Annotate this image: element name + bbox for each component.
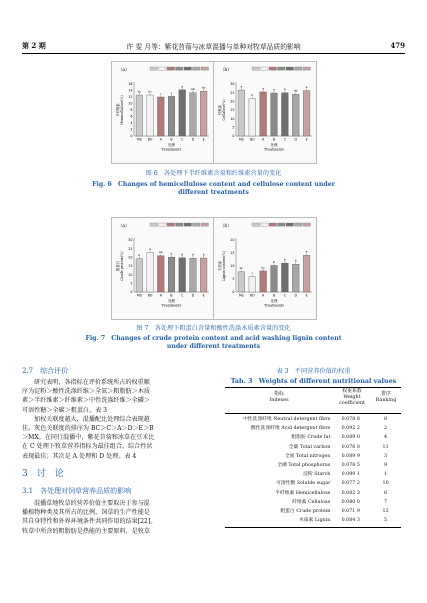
y-tick-label: 30 bbox=[230, 82, 235, 87]
legend-swatch bbox=[201, 67, 209, 70]
header-text: Ranking bbox=[375, 397, 397, 403]
para1-line: 素＞半纤维素＞纤维素＞中性洗涤纤维＞全磷＞ bbox=[22, 397, 150, 405]
fig7-panel-b bbox=[213, 217, 317, 320]
fig6-caption-en-2: different treatments bbox=[178, 189, 249, 196]
table-row bbox=[225, 452, 401, 461]
table-row bbox=[225, 461, 401, 470]
x-tick-label: BO bbox=[249, 293, 255, 298]
table-cell-index: 全氮 Total nitrogen bbox=[284, 453, 331, 459]
table-cell-weight: 0.084 3 bbox=[341, 518, 360, 524]
para1-line: 研究表明，各指标在评价系统所占的权重顺 bbox=[34, 379, 150, 386]
x-axis-title: 处理 bbox=[270, 143, 278, 147]
bar bbox=[238, 90, 245, 136]
x-tick-label: C bbox=[181, 137, 184, 142]
x-tick-label: BO bbox=[147, 137, 153, 142]
legend-swatch bbox=[167, 223, 175, 226]
legend-swatch bbox=[252, 223, 260, 226]
bar bbox=[271, 265, 278, 292]
fig6-panel-a bbox=[111, 61, 214, 164]
bar bbox=[179, 258, 186, 292]
para3-line: 播植物种类及其所占的比例，饲草的生产性能是 bbox=[22, 509, 150, 517]
y-axis-title: 纤维素 bbox=[218, 105, 222, 115]
table-cell-rank: 9 bbox=[384, 463, 388, 469]
header-text: 权重系数 bbox=[342, 388, 362, 394]
y-tick-label: 25 bbox=[128, 246, 133, 251]
header-text: Indexes bbox=[269, 397, 289, 403]
table-row bbox=[225, 470, 401, 479]
table3-bottom-rule bbox=[225, 527, 401, 528]
y-tick-label: 10 bbox=[128, 272, 133, 277]
bar bbox=[200, 91, 207, 136]
significance-letter: b bbox=[273, 259, 275, 264]
table-cell-index: 可溶性糖 Soluble sugar bbox=[276, 481, 331, 487]
significance-letter: b bbox=[251, 92, 254, 97]
table-cell-weight: 0.071 9 bbox=[341, 508, 360, 514]
y-tick-label: 12 bbox=[128, 95, 133, 100]
significance-letter: c bbox=[159, 91, 162, 96]
y-axis-title: Hemicellulose(%) bbox=[120, 95, 125, 125]
significance-letter: b bbox=[191, 252, 194, 257]
para2-line: 在 C 处理下牧草营养指标为最佳组合，综合性状 bbox=[22, 443, 153, 451]
y-tick-label: 5 bbox=[232, 277, 235, 282]
bar bbox=[303, 255, 310, 292]
legend-swatch bbox=[286, 223, 294, 226]
significance-letter: bc bbox=[148, 89, 152, 94]
legend-swatch bbox=[303, 67, 311, 70]
para2-line: 佳。灰色关联度的排序为 BC＞C＞A＞D＞E＞B bbox=[22, 425, 154, 433]
x-tick-label: D bbox=[191, 137, 195, 142]
bar bbox=[168, 96, 175, 136]
table-cell-rank: 11 bbox=[382, 444, 389, 450]
x-tick-label: C bbox=[283, 293, 286, 298]
panel-label: （b） bbox=[220, 224, 232, 229]
y-tick-label: 5 bbox=[130, 281, 133, 286]
y-tick-label: 15 bbox=[230, 108, 235, 113]
y-axis-title: 粗蛋白 bbox=[116, 261, 120, 271]
y-tick-label: 0 bbox=[232, 290, 235, 295]
para2-line: 加权关联度越大，混播配比处理综合表现越 bbox=[34, 415, 150, 423]
legend-swatch bbox=[201, 223, 209, 226]
significance-letter: bc bbox=[137, 89, 142, 94]
table-cell-rank: 3 bbox=[384, 453, 388, 459]
y-tick-label: 8 bbox=[130, 108, 133, 113]
significance-letter: b bbox=[170, 251, 173, 256]
table-cell-rank: 5 bbox=[384, 518, 388, 524]
x-tick-label: C bbox=[283, 137, 286, 142]
table-cell-rank: 4 bbox=[384, 435, 388, 441]
bar bbox=[292, 94, 299, 136]
x-tick-label: C bbox=[181, 293, 184, 298]
x-tick-label: E bbox=[305, 137, 308, 142]
x-axis-title: Treatments bbox=[161, 147, 182, 152]
table-cell-weight: 0.080 0 bbox=[341, 499, 360, 505]
y-tick-label: 5 bbox=[232, 125, 235, 130]
bar bbox=[281, 263, 288, 292]
significance-letter: a bbox=[273, 87, 275, 92]
legend-swatch bbox=[184, 67, 192, 70]
table-cell-rank: 8 bbox=[384, 417, 388, 423]
bar bbox=[292, 264, 299, 292]
fig7-caption-cn: 图 7 各处理下粗蛋白含量和酸性洗涤木质素含量的变化 bbox=[136, 325, 291, 332]
para3-line: 其自身特性和外界环境条件共同作用的结果[22]。 bbox=[22, 518, 157, 526]
legend-swatch bbox=[176, 223, 184, 226]
x-tick-label: B bbox=[170, 137, 173, 142]
y-tick-label: 6 bbox=[130, 114, 133, 119]
legend-swatch bbox=[286, 67, 294, 70]
table3-header-weight bbox=[333, 388, 371, 406]
y-tick-label: 15 bbox=[230, 251, 235, 256]
legend-swatch bbox=[159, 67, 167, 70]
x-tick-label: B bbox=[272, 293, 276, 298]
panel-label: （a） bbox=[118, 68, 130, 73]
significance-letter: b bbox=[283, 257, 286, 262]
fig7b-chart bbox=[214, 218, 316, 319]
table3-body bbox=[225, 415, 401, 525]
page-number: 479 bbox=[390, 41, 405, 50]
table-row bbox=[225, 443, 401, 452]
significance-letter: a bbox=[283, 87, 286, 92]
significance-letter: b bbox=[138, 253, 141, 258]
table-row bbox=[225, 424, 401, 433]
x-tick-label: D bbox=[191, 293, 195, 298]
significance-letter: ab bbox=[293, 88, 298, 93]
y-axis-title: Lignin content(%) bbox=[222, 250, 227, 282]
bar bbox=[249, 99, 256, 136]
header-text: coefficient bbox=[339, 400, 365, 406]
header-rule bbox=[22, 53, 405, 54]
significance-letter: b bbox=[202, 252, 205, 257]
x-tick-label: B bbox=[170, 293, 173, 298]
legend-swatch bbox=[269, 223, 277, 226]
table-cell-rank: 1 bbox=[384, 472, 388, 478]
legend-swatch bbox=[278, 223, 286, 226]
section-2-7-heading: 2.7 综合评价 bbox=[22, 367, 69, 375]
significance-letter: c bbox=[170, 90, 173, 95]
table-cell-rank: 2 bbox=[384, 426, 388, 432]
bar bbox=[168, 257, 175, 292]
table-cell-weight: 0.089 9 bbox=[341, 453, 360, 459]
para1-line: 序为淀粉＞酸性洗涤纤维＞全氮＞粗脂肪＞木质 bbox=[22, 388, 150, 396]
table-cell-weight: 0.078 5 bbox=[341, 463, 360, 469]
section-3-heading: 3 讨 论 bbox=[22, 469, 64, 479]
y-tick-label: 0 bbox=[130, 134, 133, 139]
significance-letter: a bbox=[305, 84, 308, 89]
table-row bbox=[225, 489, 401, 498]
legend-swatch bbox=[167, 67, 175, 70]
table-cell-rank: 10 bbox=[382, 481, 389, 487]
table-cell-weight: 0.078 8 bbox=[341, 417, 360, 423]
y-tick-label: 15 bbox=[128, 264, 133, 269]
table3-title-en: Tab. 3 Weights of different nutritional values bbox=[230, 377, 397, 385]
y-tick-label: 0 bbox=[232, 134, 235, 139]
y-tick-label: 10 bbox=[128, 101, 133, 106]
bar bbox=[190, 258, 197, 292]
bar bbox=[281, 93, 288, 136]
bar bbox=[179, 90, 186, 136]
paragraph-discussion bbox=[22, 499, 218, 536]
x-tick-label: D bbox=[294, 137, 297, 142]
table-row bbox=[225, 516, 401, 525]
table-cell-index: 木质素 Lignin bbox=[298, 518, 331, 524]
x-axis-title: 处理 bbox=[168, 143, 175, 147]
x-tick-label: A bbox=[159, 293, 162, 298]
y-tick-label: 0 bbox=[130, 290, 133, 295]
y-tick-label: 20 bbox=[230, 99, 235, 104]
legend-swatch bbox=[252, 67, 260, 70]
x-tick-label: E bbox=[202, 293, 205, 298]
para3-line: 混播草地牧草的营养价值主要取决于参与混 bbox=[34, 500, 150, 507]
x-tick-label: MS bbox=[136, 137, 142, 142]
bar bbox=[190, 93, 197, 136]
bar bbox=[136, 259, 143, 292]
bar bbox=[238, 272, 245, 292]
x-tick-label: BO bbox=[147, 293, 153, 298]
y-tick-label: 20 bbox=[230, 238, 235, 243]
fig7-panel-a bbox=[111, 217, 214, 320]
y-tick-label: 20 bbox=[128, 255, 133, 260]
bar bbox=[200, 258, 207, 292]
significance-letter: ab bbox=[191, 87, 195, 92]
bar bbox=[147, 95, 154, 136]
x-tick-label: A bbox=[262, 137, 265, 142]
bar bbox=[157, 97, 164, 136]
y-axis-title: Crude protein(%) bbox=[120, 251, 125, 281]
legend-swatch bbox=[193, 223, 201, 226]
paragraph-weights bbox=[22, 378, 218, 461]
table-cell-rank: 12 bbox=[382, 508, 389, 514]
x-tick-label: MS bbox=[136, 293, 142, 298]
table-row bbox=[225, 433, 401, 442]
table-row bbox=[225, 479, 401, 488]
para1-line: 可溶性糖＞全碳＞粗蛋白。表 3 bbox=[22, 406, 108, 414]
x-tick-label: A bbox=[262, 293, 265, 298]
bar bbox=[303, 91, 310, 136]
y-tick-label: 2 bbox=[130, 127, 133, 132]
fig6b-chart bbox=[214, 62, 316, 163]
table-row bbox=[225, 498, 401, 507]
y-tick-label: 10 bbox=[230, 116, 235, 121]
significance-letter: a bbox=[305, 249, 308, 254]
significance-letter: a bbox=[181, 84, 184, 89]
y-tick-label: 10 bbox=[230, 264, 235, 269]
y-axis-title: Cellulose(%) bbox=[222, 99, 227, 121]
table-cell-index: 纤维素 Cellulose bbox=[292, 499, 331, 505]
table-cell-weight: 0.099 1 bbox=[341, 472, 360, 478]
y-tick-label: 30 bbox=[128, 238, 133, 243]
journal-issue: 第 2 期 bbox=[22, 41, 46, 50]
fig7-caption-en-1: Fig. 7 Changes of crude protein content and acid washing lignin content bbox=[85, 335, 342, 342]
panel-label: （a） bbox=[118, 224, 130, 229]
x-tick-label: E bbox=[202, 137, 205, 142]
x-tick-label: MS bbox=[239, 293, 244, 298]
legend-swatch bbox=[159, 223, 167, 226]
table-cell-weight: 0.077 2 bbox=[341, 481, 360, 487]
y-tick-label: 25 bbox=[230, 90, 235, 95]
x-tick-label: B bbox=[272, 137, 276, 142]
y-axis-title: 木质素 bbox=[218, 261, 222, 271]
significance-letter: ab bbox=[201, 85, 206, 90]
significance-letter: b bbox=[294, 258, 297, 263]
table3-mid-rule bbox=[225, 413, 401, 414]
table-row bbox=[225, 415, 401, 424]
running-title: 许 雯 月等：紫花苜蓿与冰草混播与单种对牧草品质的影响 bbox=[126, 43, 301, 51]
table-cell-rank: 7 bbox=[384, 499, 388, 505]
significance-letter: a bbox=[149, 246, 151, 251]
x-axis-title: Treatments bbox=[264, 147, 284, 152]
x-axis-title: Treatments bbox=[161, 303, 182, 308]
fig6-caption-en-1: Fig. 6 Changes of hemicellulose content and cellulose content under bbox=[92, 181, 335, 188]
para2-line: ＞MX。在同行混播中，紫花苜蓿和冰草在豆禾比 bbox=[22, 434, 155, 442]
bar bbox=[157, 256, 164, 292]
table3-header-ranking bbox=[371, 391, 401, 403]
panel-label: （b） bbox=[220, 68, 232, 73]
table-cell-index: 中性洗涤纤维 Neutral detergent fibre bbox=[242, 417, 331, 423]
legend-swatch bbox=[176, 67, 184, 70]
y-tick-label: 16 bbox=[128, 82, 133, 87]
x-tick-label: E bbox=[305, 293, 308, 298]
legend-swatch bbox=[193, 67, 201, 70]
significance-letter: b bbox=[181, 252, 184, 257]
table-cell-weight: 0.089 0 bbox=[341, 435, 360, 441]
x-tick-label: D bbox=[294, 293, 297, 298]
x-tick-label: MS bbox=[239, 137, 244, 142]
bar bbox=[136, 95, 143, 136]
y-tick-label: 14 bbox=[128, 88, 133, 93]
table-cell-weight: 0.082 3 bbox=[341, 490, 360, 496]
x-axis-title: Treatments bbox=[264, 303, 284, 308]
fig6-caption-cn: 图 6 各处理下半纤维素含量和纤维素含量的变化 bbox=[145, 170, 282, 177]
x-axis-title: 处理 bbox=[270, 299, 278, 303]
y-tick-label: 4 bbox=[130, 121, 133, 126]
legend-swatch bbox=[261, 223, 269, 226]
legend-swatch bbox=[269, 67, 277, 70]
legend-swatch bbox=[303, 223, 311, 226]
header-text: 指标 bbox=[274, 391, 284, 397]
significance-letter: ab bbox=[158, 250, 163, 255]
x-tick-label: A bbox=[159, 137, 162, 142]
x-axis-title: 处理 bbox=[168, 299, 175, 303]
fig7a-chart bbox=[112, 218, 213, 319]
legend-swatch bbox=[184, 223, 192, 226]
table-row bbox=[225, 507, 401, 516]
legend-swatch bbox=[295, 67, 303, 70]
bar bbox=[147, 252, 154, 292]
table3-header-indexes bbox=[225, 391, 333, 403]
significance-letter: c bbox=[251, 271, 254, 276]
table3-header bbox=[225, 388, 401, 412]
table-cell-weight: 0.092 2 bbox=[341, 426, 360, 432]
table-cell-rank: 6 bbox=[384, 490, 388, 496]
bar bbox=[249, 277, 256, 292]
fig6-panel-b bbox=[213, 61, 317, 164]
legend-swatch bbox=[278, 67, 286, 70]
table3 bbox=[225, 415, 401, 525]
table-cell-index: 全碳 Total carbon bbox=[288, 444, 331, 450]
significance-letter: bc bbox=[239, 266, 244, 271]
table-cell-index: 全磷 Total phosphorus bbox=[277, 463, 331, 469]
x-tick-label: BO bbox=[249, 137, 255, 142]
table-cell-index: 粗脂肪 Crude fat bbox=[291, 435, 331, 441]
para2-line: 表现最佳；其次是 A 处理和 D 处理。表 4 bbox=[22, 452, 137, 460]
table-cell-index: 酸性洗涤纤维 Acid detergent fibre bbox=[250, 426, 331, 432]
significance-letter: bc bbox=[261, 265, 265, 270]
table-cell-index: 半纤维素 Hemicellulose bbox=[275, 490, 331, 496]
fig7-caption-en-2: under different treatments bbox=[166, 343, 261, 350]
bar bbox=[271, 93, 278, 136]
y-axis-title: 半纤维素 bbox=[116, 103, 120, 117]
fig6a-chart bbox=[112, 62, 213, 163]
para3-line: 牧草中所含的粗脂肪是热能的主要原料，是牧草 bbox=[22, 527, 150, 535]
table3-title-cn: 表 3 不同营养价值的权重 bbox=[276, 368, 351, 375]
table-cell-weight: 0.076 8 bbox=[341, 444, 360, 450]
section-3-1-heading: 3.1 各处理对饲草营养品质的影响 bbox=[22, 487, 132, 495]
legend-swatch bbox=[261, 67, 269, 70]
bar bbox=[260, 271, 267, 292]
significance-letter: a bbox=[262, 86, 265, 91]
header-text: 排序 bbox=[381, 391, 391, 397]
significance-letter: a bbox=[240, 84, 243, 89]
legend-swatch bbox=[150, 67, 158, 70]
bar bbox=[260, 92, 267, 136]
header-text: Weight bbox=[343, 394, 361, 400]
legend-swatch bbox=[295, 223, 303, 226]
table-cell-index: 淀粉 Starch bbox=[303, 472, 331, 478]
legend-swatch bbox=[150, 223, 158, 226]
table-cell-index: 粗蛋白 Crude protein bbox=[280, 508, 331, 514]
